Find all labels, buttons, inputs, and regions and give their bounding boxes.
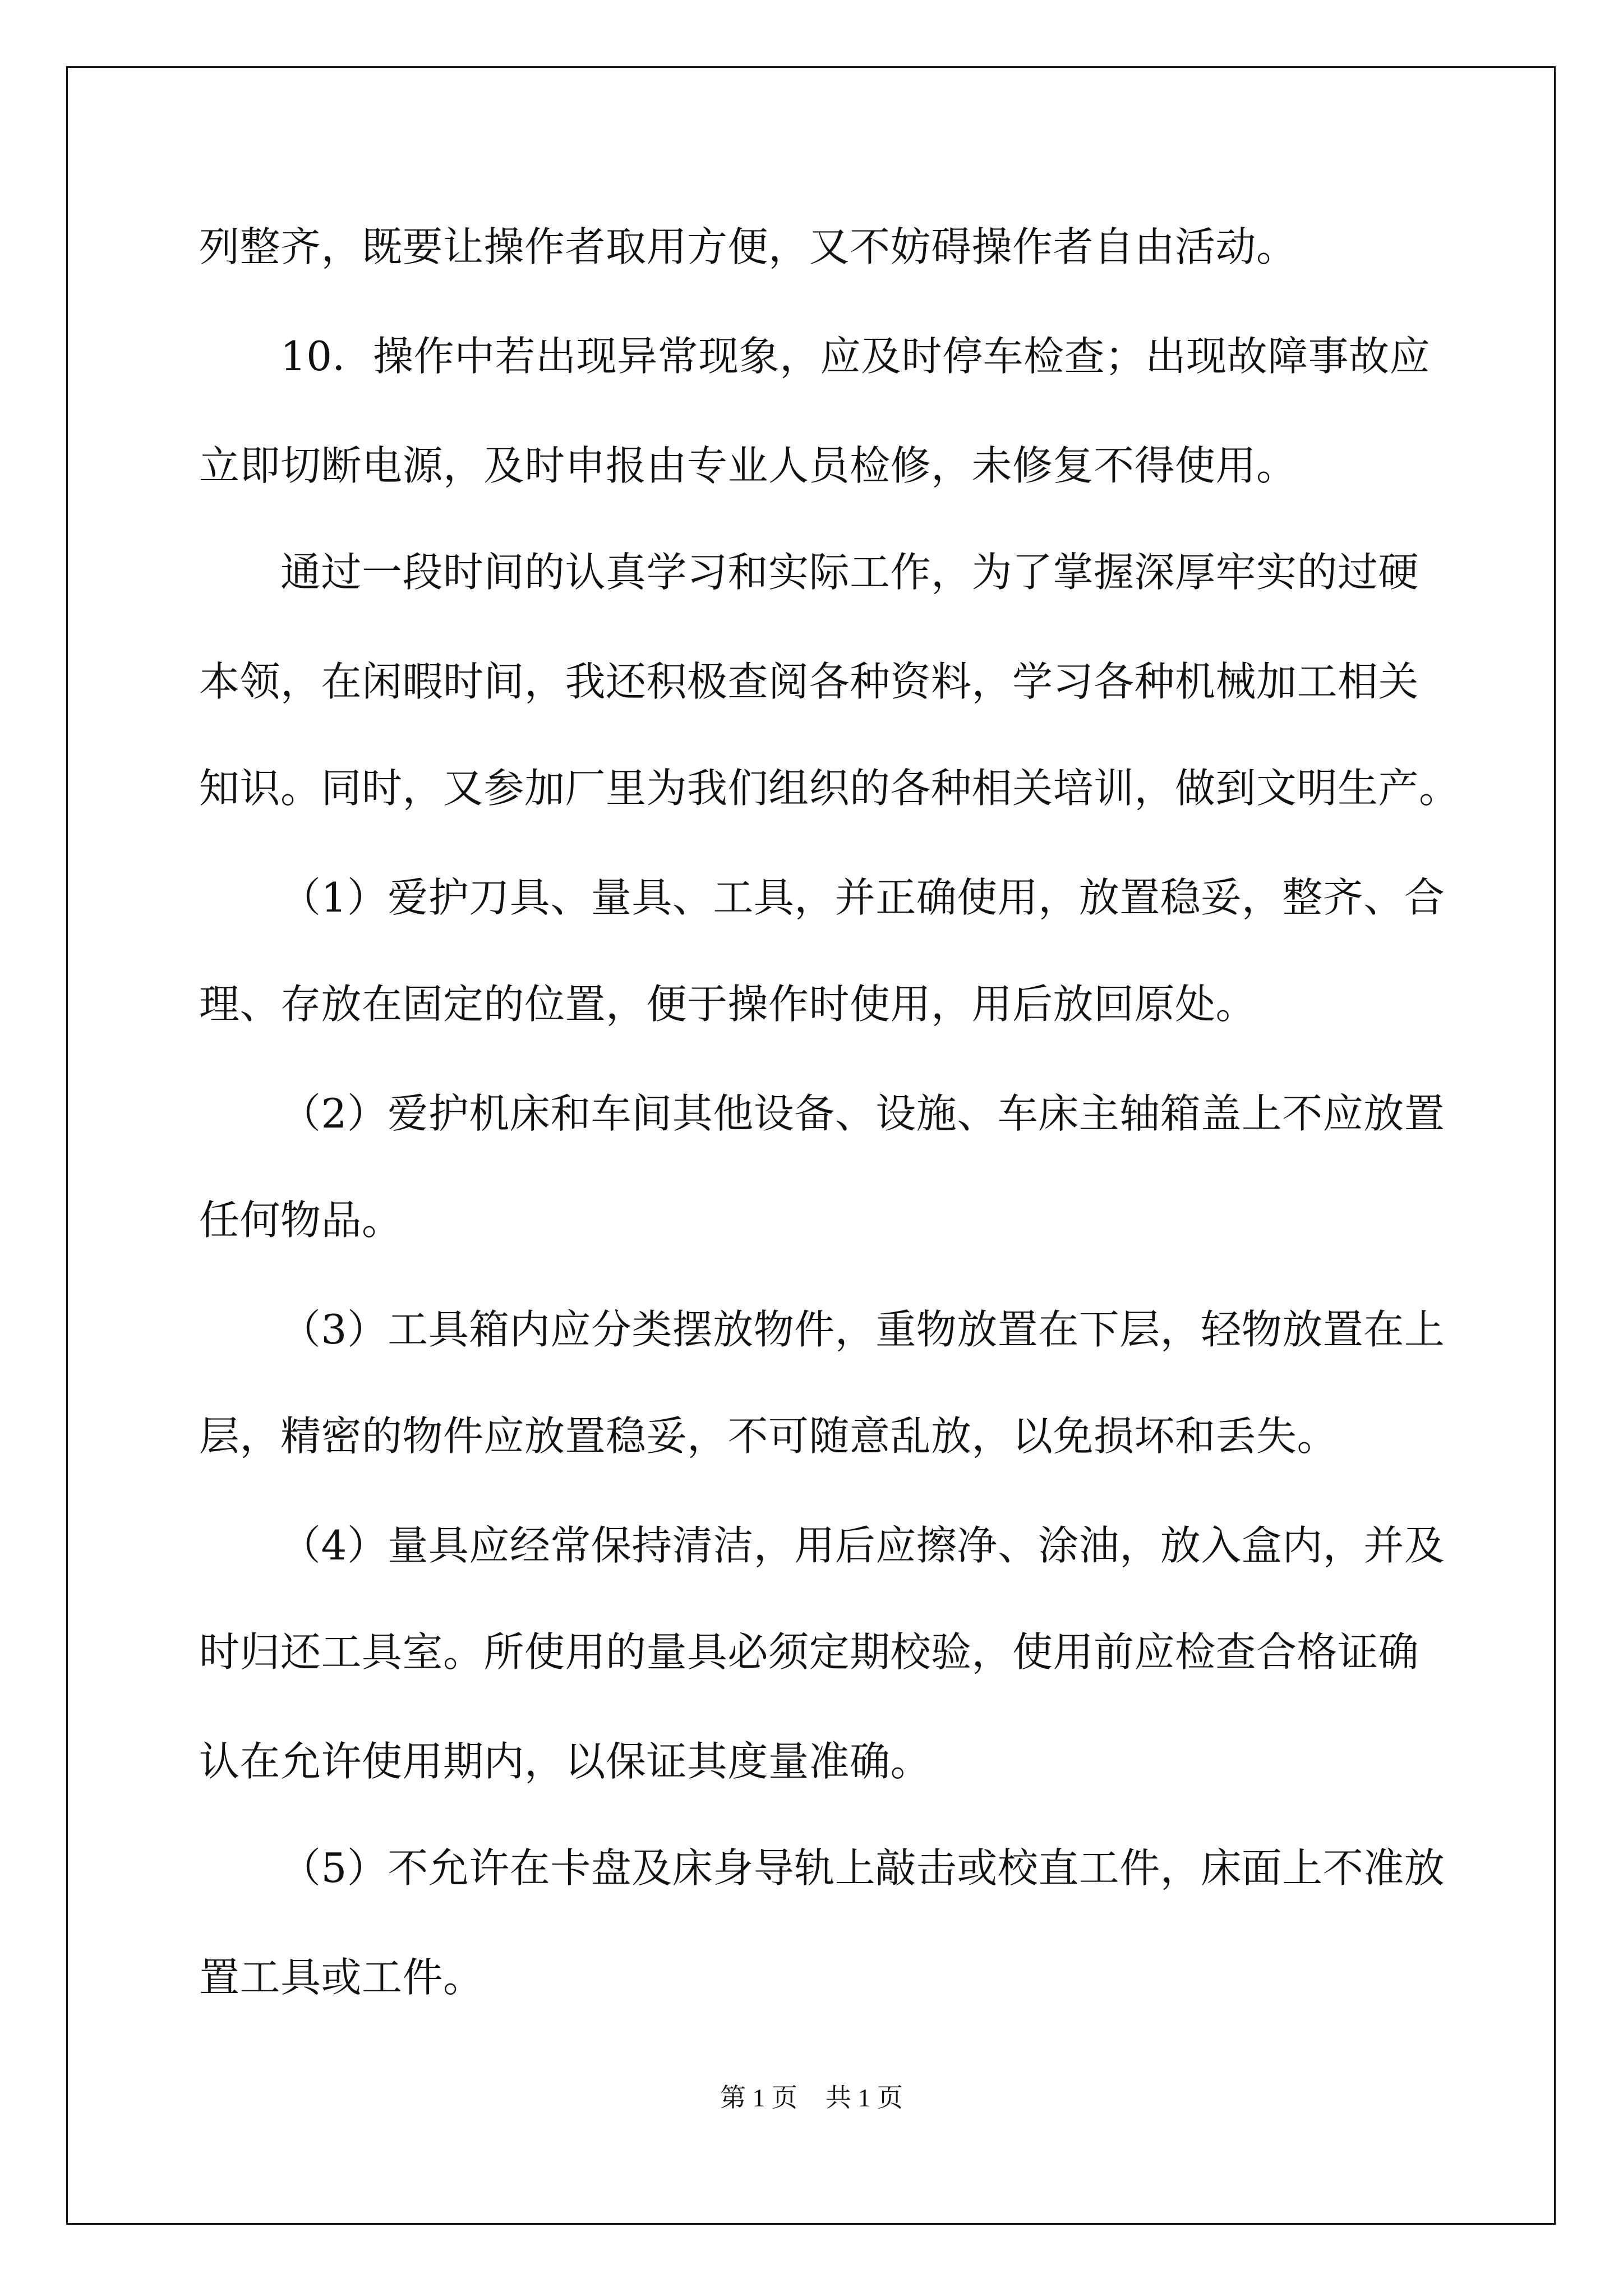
text-line: 认在允许使用期内，以保证其度量准确。 <box>199 1738 932 1785</box>
text-line: 理、存放在固定的位置，便于操作时使用，用后放回原处。 <box>199 981 1257 1028</box>
text-line: （1）爱护刀具、量具、工具，并正确使用，放置稳妥，整齐、合 <box>280 874 1445 921</box>
text-line: 立即切断电源，及时申报由专业人员检修，未修复不得使用。 <box>199 442 1297 489</box>
text-line: 置工具或工件。 <box>199 1954 484 2001</box>
page-border <box>66 66 1556 2225</box>
text-line: 10．操作中若出现异常现象，应及时停车检查；出现故障事故应 <box>280 333 1431 380</box>
text-line: （4）量具应经常保持清洁，用后应擦净、涂油，放入盒内，并及 <box>280 1522 1445 1569</box>
text-line: 知识。同时，又参加厂里为我们组织的各种相关培训，做到文明生产。 <box>199 765 1460 812</box>
page-footer <box>0 2081 1623 2115</box>
text-line: （5）不允许在卡盘及床身导轨上敲击或校直工件，床面上不准放 <box>280 1844 1445 1892</box>
text-line: （2）爱护机床和车间其他设备、设施、车床主轴箱盖上不应放置 <box>280 1090 1445 1137</box>
text-line: 任何物品。 <box>199 1197 403 1244</box>
page-total: 共 1 页 <box>826 2083 903 2112</box>
page-number: 第 1 页 <box>720 2083 797 2112</box>
text-line: 本领，在闲暇时间，我还积极查阅各种资料，学习各种机械加工相关 <box>199 658 1419 705</box>
text-line: 列整齐，既要让操作者取用方便，又不妨碍操作者自由活动。 <box>199 223 1297 270</box>
text-line: 层，精密的物件应放置稳妥，不可随意乱放，以免损坏和丢失。 <box>199 1412 1338 1460</box>
text-line: 时归还工具室。所使用的量具必须定期校验，使用前应检查合格证确 <box>199 1628 1419 1676</box>
text-line: （3）工具箱内应分类摆放物件，重物放置在下层，轻物放置在上 <box>280 1306 1445 1353</box>
text-line: 通过一段时间的认真学习和实际工作，为了掌握深厚牢实的过硬 <box>280 549 1419 596</box>
